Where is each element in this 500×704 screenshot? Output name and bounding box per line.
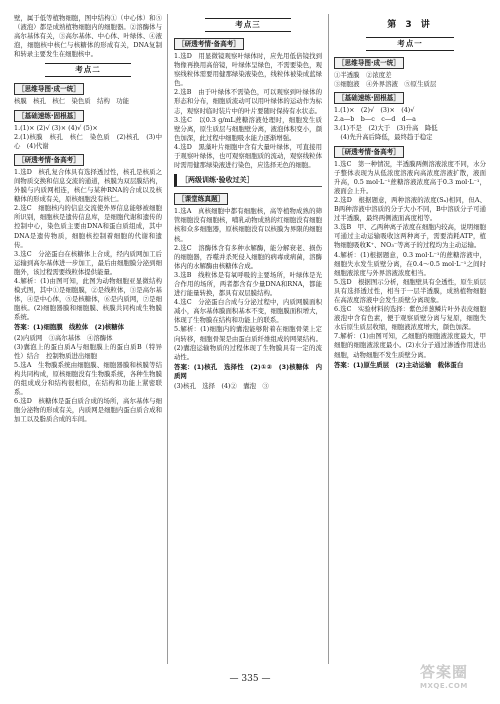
paragraph: 2.选C 细胞核内的信息交流使外界信息能够被细胞所识别，细胞核是遗传信息库，是细胞代谢和遗传的控制中心，染色质主要由DNA和蛋白质组成，其中DNA是遗传物质，细胞核控制着细胞的代谢和遗传。	[14, 204, 162, 249]
page-number: — 335 —	[229, 674, 271, 684]
paragraph: 1.选D 核孔复合体具有选择透过性，核孔是核质之间物质交换和信息交流的通道，核膜为双层膜结构，外膜与内质网相连，核仁与某种RNA的合成以及核糖体的形成有关，原核细胞没有核仁。	[14, 167, 162, 204]
section-bar-heading: ［两级训练·验收过关］	[174, 174, 322, 187]
paragraph: 3.选C 分泌蛋白在核糖体上合成，经内质网加工后运输到高尔基体进一步加工，最后由细胞膜分泌到细胞外，该过程需要线粒体提供能量。	[14, 249, 162, 276]
paragraph: 4.选D 黑藻叶片细胞中含有大量叶绿体，可直接用于观察叶绿体，也可观察细胞质的流动，观察线粒体时需用健那绿染液进行染色，应选择无色的细胞。	[174, 142, 322, 170]
subsection-heading: ［研透考情·备高考］	[14, 154, 84, 166]
answer-line: ③细胞液 ④外界溶液 ⑤原生质层	[334, 80, 437, 89]
answer-line: 2.(1)核膜 核孔 核仁 染色质 (2)核孔 (3)中心 (4)代谢	[14, 132, 162, 150]
answer-line: 2.a—b b—c c—d d—a	[334, 115, 416, 124]
paragraph: 1.选D 用显微镜观察叶绿体时，应先用低倍镜找到物像再换用高倍镜，叶绿体呈绿色，不需要染色，观察线粒体需要用健那绿染液染色，线粒体被染成蓝绿色。	[174, 52, 322, 88]
lecture-title: 第 3 讲	[387, 20, 433, 30]
paragraph: 核膜 核孔 核仁 染色质 结构 功能	[14, 97, 130, 106]
column-middle	[174, 14, 322, 391]
section-heading-kaodian-3: 考点三	[205, 18, 291, 32]
answer-line: 答案：(1)核孔 选择性 (2)①② (3)核糖体 内质网	[174, 362, 322, 380]
subsection-heading: ［基础速练·固根基］	[14, 110, 84, 122]
paragraph: 5.选D 根据图示分析，细胞壁具有全透性，原生质层具有选择透过性，相当于一层半透膜，成熟植物细胞在高浓度溶液中会发生质壁分离现象。	[334, 277, 486, 304]
paragraph: 4.解析：(1)根据题意，0.3 mol·L⁻¹的蔗糖溶液中，细胞失水发生质壁分离，在0.4～0.5 mol·L⁻¹之间时细胞液浓度与外界溶液浓度相当。	[334, 250, 486, 277]
paragraph: 2.选B 由于叶绿体不需染色，可以观察到叶绿体的形态和分布，细胞质流动可以用叶绿体的运动作为标志，观察时临时装片中的叶片要随时保持有水状态。	[174, 88, 322, 115]
paragraph: 1.选A 真核细胞中都有细胞核，高等植物成熟的筛管细胞没有细胞核，哺乳动物成熟的红细胞没有细胞核和众多细胞器，原核细胞没有以核膜为界限的细胞核。	[174, 207, 322, 243]
answer-line: (3)核孔 选择 (4)② 囊泡 ③	[174, 382, 269, 390]
paragraph: 4.解析：(1)由图可知，此图为动物细胞亚显微结构模式图，其中①是细胞膜，②是线粒体，③是高尔基体，④是中心体，⑤是核糖体，⑥是内质网，⑦是细胞核。(2)细胞器膜和细胞膜、核膜共同构成生物膜系统。	[14, 276, 162, 322]
paragraph: 6.选D 核糖体是蛋白质合成的场所，高尔基体与细胞分泌物的形成有关，内质网是细胞内蛋白质合成和加工以及脂质合成的车间。	[14, 397, 162, 424]
watermark-url: MXQE.COM	[420, 682, 468, 690]
paragraph: 2.选D 根据题意，两种溶液的浓度(Sₐ)相同，但A、B两种溶液中溶质的分子大小不同，B中溶质分子可通过半透膜，最终两侧液面高度相等。	[334, 195, 486, 223]
paragraph: 6.选C 实验材料的选择：紫色洋葱鳞片叶外表皮细胞液泡中含有色素，便于观察质壁分离与复原，细胞失水后原生质层收缩，细胞液浓度增大，颜色加深。	[334, 305, 486, 332]
watermark-logo	[420, 664, 484, 694]
paragraph: 3.选B 线粒体是有氧呼吸的主要场所，叶绿体是光合作用的场所，两者都含有少量DNA和RNA，都能进行能量转换，都具有双层膜结构。	[174, 270, 322, 298]
paragraph: 2.选C 溶酶体含有多种水解酶，能分解衰老、损伤的细胞器，吞噬并杀死侵入细胞的病毒或病菌，溶酶体内的水解酶由核糖体合成。	[174, 243, 322, 270]
section-heading-kaodian-1: 考点一	[366, 37, 454, 51]
answer-line: 答案：(1)原生质层 (2)主动运输 载体蛋白	[334, 360, 464, 369]
paragraph: 壁，属于低等植物细胞，图中结构①（中心体）和⑤（液泡）都是成熟植物细胞内的细胞器。②溶酶体与高尔基体有关，③高尔基体、中心体、叶绿体、④液泡，细胞核中核仁与核糖体的形成有关，DNA复制和转录主要发生在细胞核中。	[14, 14, 162, 59]
paragraph: 7.解析：(1)由图可知，乙细胞的细胞液浓度最大，甲细胞的细胞液浓度最小。(2)水分子通过渗透作用进出细胞，动物细胞不发生质壁分离。	[334, 332, 486, 359]
answer-line: 1.(1)× (2)√ (3)× (4)√	[334, 106, 415, 115]
subsection-heading: ［基础速练·固根基］	[334, 92, 404, 104]
answer-line: ①半透膜 ②浓度差	[334, 71, 392, 79]
paragraph: 1.选C 第一种情况，半透膜两侧溶液浓度不同，水分子整体表现为从低浓度溶液向高浓度溶液扩散，液面升高，0.5 mol·L⁻¹蔗糖溶液浓度高于0.3 mol·L⁻¹，液面会上升。	[334, 159, 486, 195]
subsection-heading: ［思维导图·成一统］	[334, 57, 404, 69]
paragraph: 4.选C 分泌蛋白合成与分泌过程中，内质网膜面积减小，高尔基体膜面积基本不变，细胞膜面积增大，体现了生物膜在结构和功能上的联系。	[174, 298, 322, 325]
column-left	[14, 14, 162, 424]
subsection-heading: ［思维导图·成一统］	[14, 83, 84, 95]
column-divider	[167, 14, 168, 664]
paragraph: 5.解析：(1)细胞内的囊泡能够附着在细胞骨架上定向转移，细胞骨架是由蛋白质纤维组成的网架结构。(2)囊泡运输物质的过程体现了生物膜具有一定的流动性。	[174, 325, 322, 361]
paragraph: 3.选C 以0.3 g/mL蔗糖溶液处理时，细胞发生质壁分离，原生质层与细胞壁分离，液泡体积变小，颜色加深，此过程中细胞吸水能力逐渐增强。	[174, 115, 322, 142]
answer-line: (3)囊泡上的蛋白质A与细胞膜上的蛋白质B（特异性）结合 控制物质进出细胞	[14, 342, 162, 360]
answer-line: (2)内质网 ③高尔基体 ④溶酶体	[14, 333, 113, 342]
paragraph: 5.选A 生物膜系统由细胞膜、细胞器膜和核膜等结构共同构成，原核细胞没有生物膜系统，各种生物膜的组成成分和结构很相似，在结构和功能上紧密联系。	[14, 360, 162, 397]
answer-line: 答案：(1)细胞膜 线粒体 (2)核糖体	[14, 323, 125, 332]
answer-line: (4)先升高后降低，最终趋于稳定	[334, 133, 433, 142]
subsection-heading: ［研透考情·备高考］	[174, 38, 244, 50]
column-divider	[328, 14, 329, 664]
answer-line: 1.(1)× (2)√ (3)× (4)√ (5)×	[14, 123, 98, 132]
paragraph: 3.选B 甲、乙两种离子浓度在细胞内较高，说明细胞可通过主动运输吸收这两种离子，需要消耗ATP，植物细胞吸收K⁺、NO₃⁻等离子的过程均为主动运输。	[334, 223, 486, 250]
subsection-heading: ［研透考情·备高考］	[334, 146, 404, 158]
answer-line: 3.(1)不是 (2)大于 (3)升高 降低	[334, 124, 438, 133]
subsection-heading: ［课堂练真题］	[174, 193, 228, 205]
section-heading-kaodian-2: 考点二	[45, 63, 131, 77]
watermark-text: 答案圈	[420, 663, 469, 681]
column-right	[334, 14, 486, 371]
